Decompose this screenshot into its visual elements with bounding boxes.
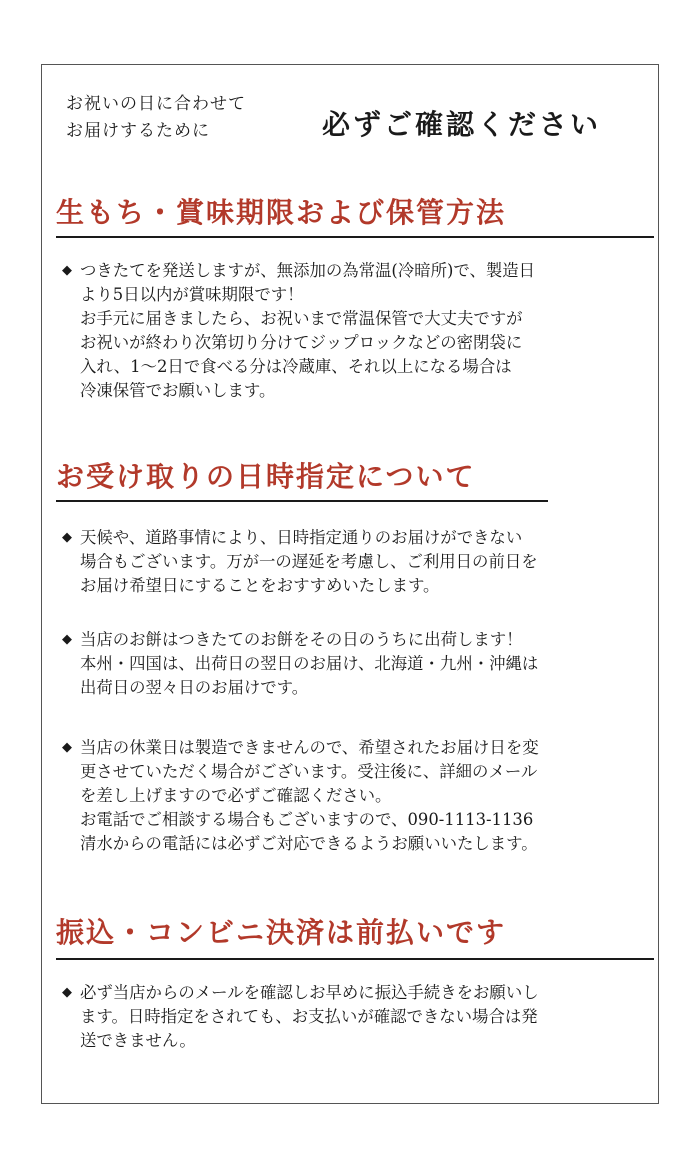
bullet-line: 出荷日の翌々日のお届けです。	[80, 678, 309, 697]
bullet-line: より5日以内が賞味期限です！	[80, 285, 304, 304]
section-rule-storage	[56, 236, 654, 238]
bullet-line: 必ず当店からのメールを確認しお早めに振込手続きをお願いし	[80, 983, 539, 1002]
intro-line-2: お届けするために	[66, 121, 210, 141]
bullet-line: 入れ、1〜2日で食べる分は冷蔵庫、それ以上になる場合は	[80, 357, 512, 376]
intro-line-1: お祝いの日に合わせて	[66, 94, 246, 114]
diamond-bullet-icon: ◆	[62, 530, 72, 545]
bullet-line: 清水からの電話には必ずご対応できるようお願いいたします。	[80, 834, 538, 853]
bullet-storage-1	[62, 259, 642, 403]
bullet-line: 当店の休業日は製造できませんので、希望されたお届け日を変	[80, 738, 539, 757]
bullet-prepayment-1	[62, 981, 642, 1053]
bullet-line: お手元に届きましたら、お祝いまで常温保管で大丈夫ですが	[80, 309, 523, 328]
bullet-line: お届け希望日にすることをおすすめいたします。	[80, 576, 440, 595]
bullet-delivery-1	[62, 526, 642, 598]
headline-please-confirm: 必ずご確認ください	[322, 108, 602, 141]
bullet-delivery-2	[62, 628, 642, 700]
bullet-line: お電話でご相談する場合もございますので、090-1113-1136	[80, 810, 534, 829]
notice-frame	[41, 64, 659, 1104]
section-rule-delivery-date	[56, 500, 548, 502]
bullet-line: 冷凍保管でお願いします。	[80, 381, 276, 400]
bullet-line: 本州・四国は、出荷日の翌日のお届け、北海道・九州・沖縄は	[80, 654, 539, 673]
diamond-bullet-icon: ◆	[62, 263, 72, 278]
bullet-line: ます。日時指定をされても、お支払いが確認できない場合は発	[80, 1007, 538, 1026]
bullet-line: 当店のお餅はつきたてのお餅をその日のうちに出荷します！	[80, 630, 523, 649]
bullet-line: 場合もございます。万が一の遅延を考慮し、ご利用日の前日を	[80, 552, 538, 571]
diamond-bullet-icon: ◆	[62, 632, 72, 647]
section-title-storage: 生もち・賞味期限および保管方法	[56, 196, 507, 229]
section-title-prepayment: 振込・コンビニ決済は前払いです	[56, 916, 507, 949]
bullet-line: つきたてを発送しますが、無添加の為常温(冷暗所)で、製造日	[80, 261, 536, 280]
bullet-line: 送できません。	[80, 1031, 196, 1050]
diamond-bullet-icon: ◆	[62, 740, 72, 755]
bullet-line: 天候や、道路事情により、日時指定通りのお届けができない	[80, 528, 523, 547]
bullet-line: お祝いが終わり次第切り分けてジップロックなどの密閉袋に	[80, 333, 523, 352]
section-rule-prepayment	[56, 958, 654, 960]
bullet-line: 更させていただく場合がございます。受注後に、詳細のメール	[80, 762, 538, 781]
section-title-delivery-date: お受け取りの日時指定について	[56, 460, 476, 493]
diamond-bullet-icon: ◆	[62, 985, 72, 1000]
intro-text	[66, 91, 246, 145]
bullet-line: を差し上げますので必ずご確認ください。	[80, 786, 392, 805]
bullet-delivery-3	[62, 736, 642, 856]
